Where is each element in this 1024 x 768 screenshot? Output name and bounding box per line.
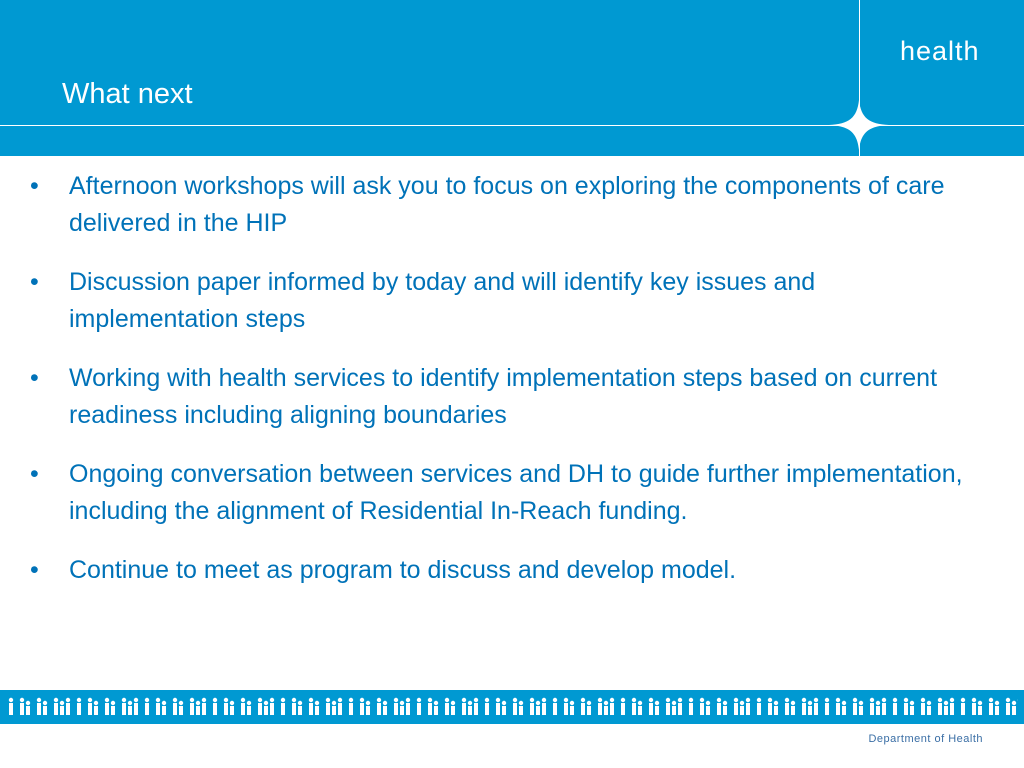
bullet-text: Afternoon workshops will ask you to focus on exploring the components of care delivered in the HIP bbox=[69, 172, 945, 237]
bullet-item bbox=[30, 264, 980, 338]
people-figures-icon bbox=[8, 697, 1018, 717]
bullet-text: Ongoing conversation between services and DH to guide further implementation, including the alignment of Residential In-Reach funding. bbox=[69, 460, 963, 525]
star-icon bbox=[829, 100, 889, 150]
bullet-dot: • bbox=[30, 172, 39, 200]
bullet-dot: • bbox=[30, 460, 39, 488]
bullet-text: Working with health services to identify implementation steps based on current readiness including aligning boundaries bbox=[69, 364, 938, 429]
bullet-dot: • bbox=[30, 268, 39, 296]
bullet-item bbox=[30, 552, 980, 589]
bullet-dot: • bbox=[30, 556, 39, 584]
department-logo: Department of Health bbox=[868, 733, 983, 745]
bullet-item bbox=[30, 360, 980, 434]
bullet-list bbox=[30, 168, 980, 611]
bullet-item bbox=[30, 456, 980, 530]
bullet-dot: • bbox=[30, 364, 39, 392]
bullet-text: Continue to meet as program to discuss and develop model. bbox=[69, 556, 737, 584]
bullet-text: Discussion paper informed by today and will identify key issues and implementation steps bbox=[69, 268, 816, 333]
slide-header bbox=[0, 0, 1024, 156]
footer-figure-band bbox=[0, 690, 1024, 724]
slide-title: What next bbox=[62, 78, 193, 110]
brand-logo: health bbox=[900, 36, 980, 66]
bullet-item bbox=[30, 168, 980, 242]
